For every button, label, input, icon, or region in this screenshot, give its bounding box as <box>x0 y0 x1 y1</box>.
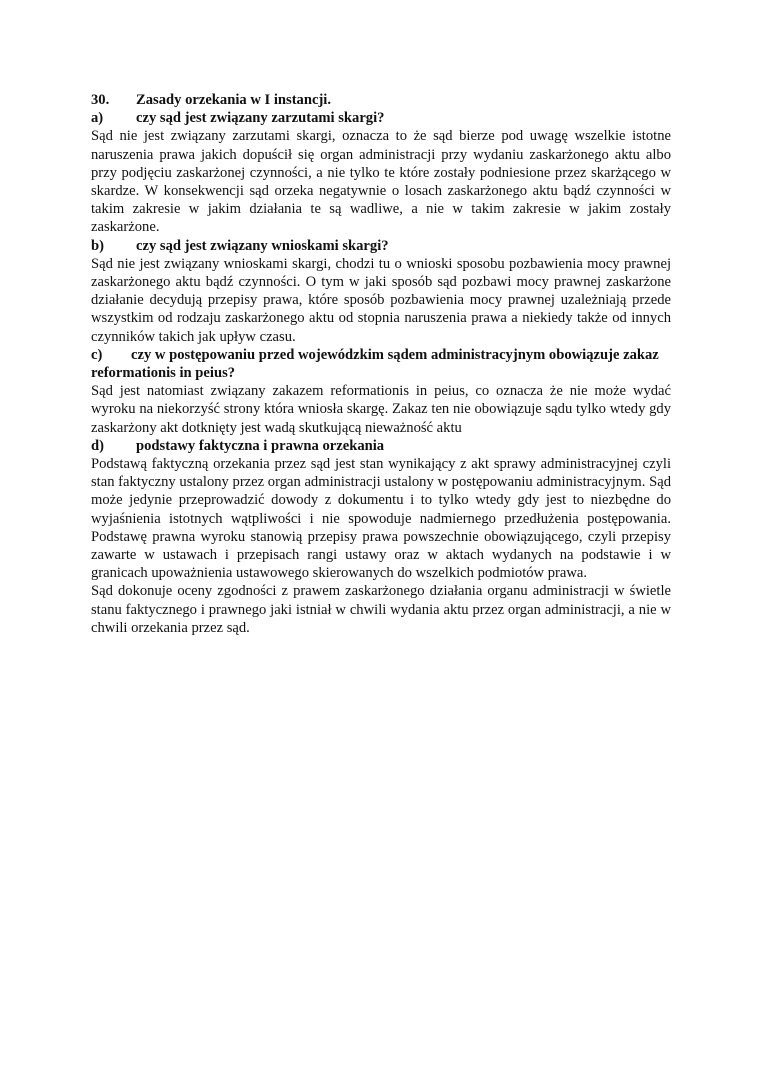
question-letter: b) <box>91 237 104 254</box>
answer-paragraph: Sąd nie jest związany zarzutami skargi, oznacza to że sąd bierze pod uwagę wszelkie istotne naruszenia prawa jakich dopuścił się organ administracji przy wydaniu zaskarżonego aktu albo przy podjęciu zaskarżonej czynności, a nie tylko te które zostały podniesione przez skarżącego w skardze. W konsekwencji sąd orzeka negatywnie o losach zaskarżonego aktu bądź czynności w takim zakresie w jakim działania te są wadliwe, a nie w takim zakresie w jakim zostały zaskarżone. <box>91 128 671 236</box>
question-letter: d) <box>91 437 104 454</box>
answer-paragraph: Sąd jest natomiast związany zakazem reformationis in peius, co oznacza że nie może wydać wyroku na niekorzyść strony która wniosła skargę. Zakaz ten nie obowiązuje sądu tylko wtedy gdy zaskarżony akt dotknięty jest wadą skutkującą nieważność aktu <box>91 383 671 436</box>
question-heading-d <box>91 437 671 455</box>
question-title: czy sąd jest związany zarzutami skargi? <box>136 110 385 127</box>
question-title: podstawy faktyczna i prawna orzekania <box>136 437 385 454</box>
answer-paragraph: Podstawą faktyczną orzekania przez sąd jest stan wynikający z akt sprawy administracyjnej czyli stan faktyczny ustalony przez organ administracji ustalony w postępowaniu administracyjnym. Sąd może jedynie przeprowadzić dowody z dokumentu i to tylko wtedy gdy jest to niezbędne do wyjaśnienia istotnych wątpliwości i nie spowoduje nadmiernego przedłużenia postępowania. Podstawę prawna wyroku stanowią przepisy prawa powszechnie obowiązującego, czyli przepisy zawarte w ustawach i przepisach rangi ustawy oraz w aktach wydanych na podstawie i w granicach upoważnienia ustawowego skierowanych do wszelkich podmiotów prawa. <box>91 456 671 582</box>
question-title: czy sąd jest związany wnioskami skargi? <box>136 237 389 254</box>
question-heading-c <box>91 346 671 382</box>
document-page <box>91 91 671 637</box>
section-heading <box>91 91 671 109</box>
answer-paragraph: Sąd dokonuje oceny zgodności z prawem zaskarżonego działania organu administracji w świetle stanu faktycznego i prawnego jaki istniał w chwili wydania aktu przez organ administracji, a nie w chwili orzekania przez sąd. <box>91 583 671 636</box>
question-letter: a) <box>91 110 104 127</box>
question-title: czy w postępowaniu przed wojewódzkim sądem administracyjnym obowiązuje zakaz reformationis in peius? <box>91 346 659 382</box>
question-heading-a <box>91 109 671 127</box>
question-letter: c) <box>91 346 103 363</box>
question-heading-b <box>91 237 671 255</box>
section-number: 30. <box>91 92 110 108</box>
section-title: Zasady orzekania w I instancji. <box>136 92 332 108</box>
answer-paragraph: Sąd nie jest związany wnioskami skargi, chodzi tu o wnioski sposobu pozbawienia mocy prawnej zaskarżonego aktu bądź czynności. O tym w jaki sposób sąd pozbawi mocy prawnej zaskarżone działanie decydują przepisy prawa, które sposób pozbawienia mocy prawnej uzależniają przede wszystkim od rodzaju zaskarżonego aktu od stopnia naruszenia prawa a niekiedy także od innych czynników takich jak upływ czasu. <box>91 255 671 345</box>
